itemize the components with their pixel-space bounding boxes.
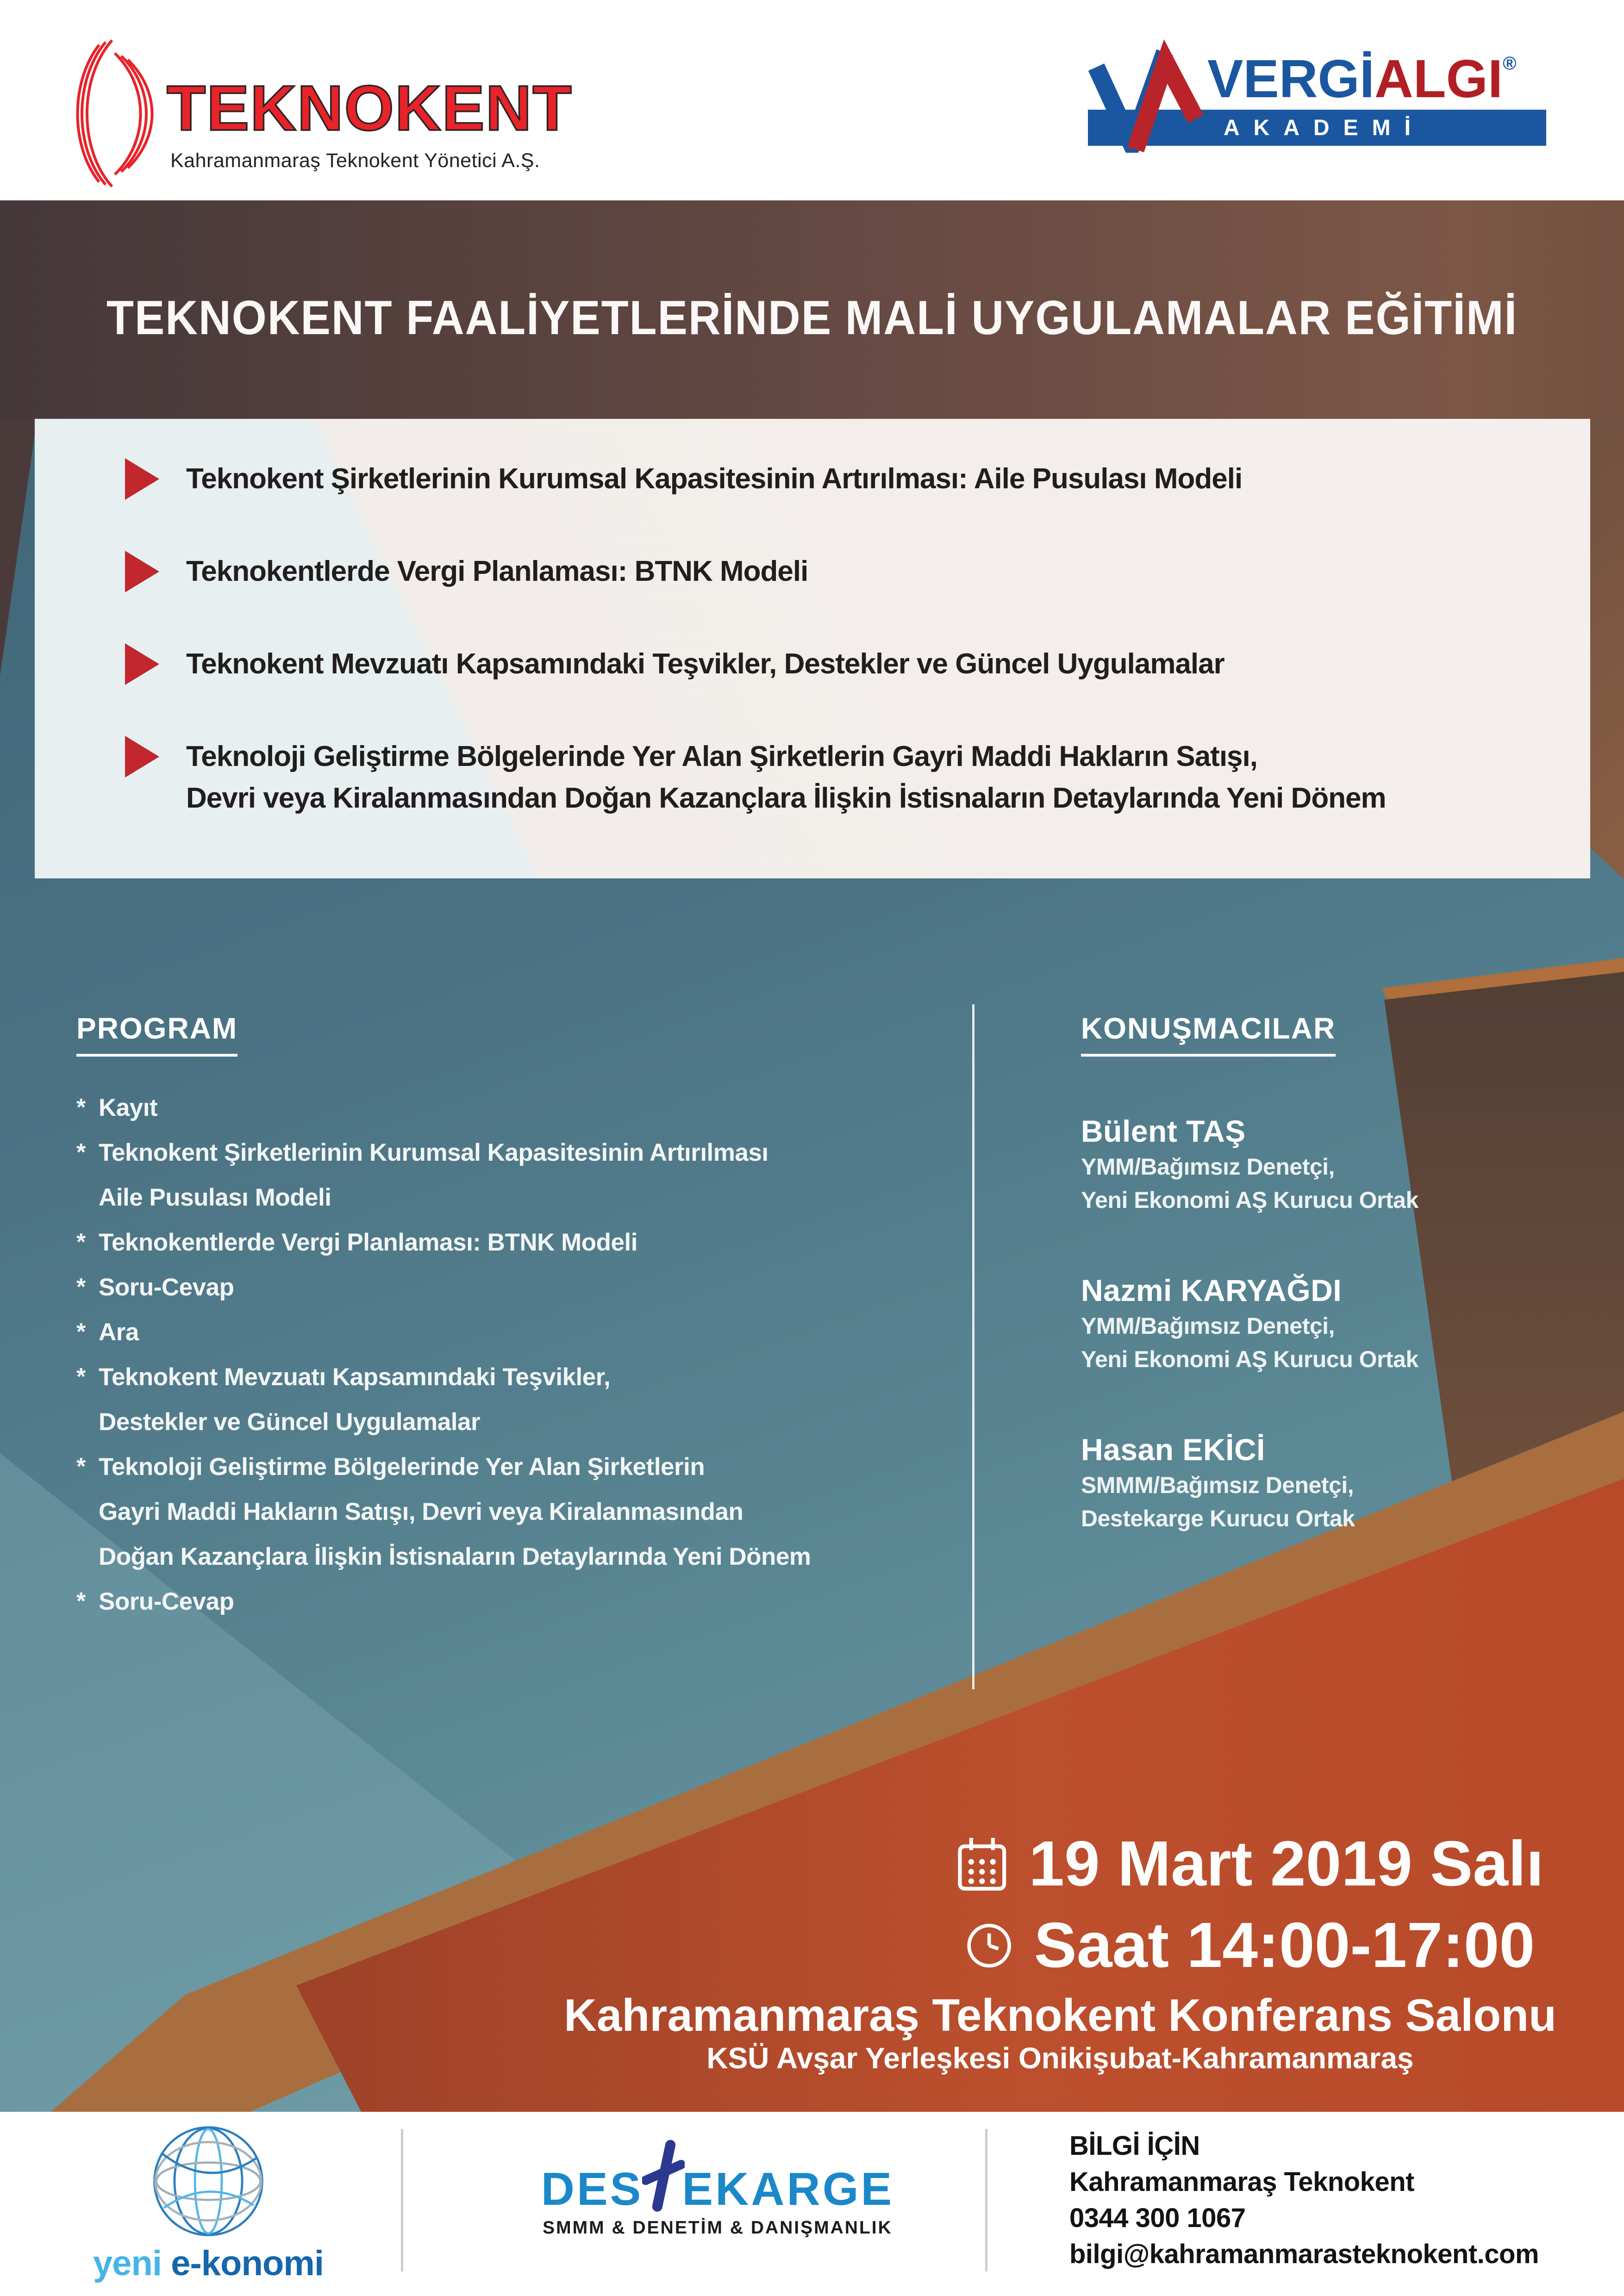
program-item: Doğan Kazançlara İlişkin İstisnaların Detaylarında Yeni Dönem	[99, 1543, 811, 1570]
destekarge-subtitle: SMMM & DENETİM & DANIŞMANLIK	[543, 2218, 893, 2238]
topic-row: Teknoloji Geliştirme Bölgelerinde Yer Alan Şirketlerin Gayri Maddi Hakların Satışı, Devri veya Kiralanmasından Doğan Kazançlara İlişkin İstisnaların Detaylarında Yeni Dönem	[125, 736, 1549, 819]
teknokent-logo-name: TEKNOKENT	[167, 73, 573, 144]
program-list	[76, 1085, 947, 1624]
arrow-right-icon	[125, 643, 159, 685]
program-heading: PROGRAM	[76, 1011, 237, 1057]
program-item: Aile Pusulası Modeli	[99, 1184, 331, 1211]
contact-heading: BİLGİ İÇİN	[1069, 2131, 1200, 2161]
speaker-title: Yeni Ekonomi AŞ Kurucu Ortak	[1081, 1187, 1418, 1213]
arrow-right-icon	[125, 551, 159, 592]
program-item: Destekler ve Güncel Uygulamalar	[99, 1408, 481, 1436]
vergialgi-checkmark-icon	[1088, 39, 1204, 153]
program-item: * Teknokent Şirketlerinin Kurumsal Kapasitesinin Artırılması	[76, 1139, 768, 1166]
speaker-name: Nazmi KARYAĞDI	[1081, 1273, 1342, 1307]
contact-info	[1069, 2128, 1616, 2272]
program-item: * Teknokentlerde Vergi Planlaması: BTNK Modeli	[76, 1229, 637, 1256]
destekarge-wordmark-right: EKARGE	[682, 2163, 894, 2215]
speaker-name: Bülent TAŞ	[1081, 1114, 1246, 1148]
event-time-row	[965, 1909, 1535, 1982]
topic-text: Teknokent Mevzuatı Kapsamındaki Teşvikler, Destekler ve Güncel Uygulamalar	[186, 648, 1224, 680]
event-date-row	[956, 1827, 1543, 1901]
program-item: * Teknokent Mevzuatı Kapsamındaki Teşvikler,	[76, 1363, 611, 1391]
calendar-icon	[956, 1836, 1008, 1893]
topics-panel	[35, 419, 1590, 878]
speaker-title: Destekarge Kurucu Ortak	[1081, 1506, 1355, 1531]
event-venue-detail: KSÜ Avşar Yerleşkesi Onikişubat-Kahramanmaraş	[706, 2041, 1414, 2075]
contact-phone: 0344 300 1067	[1069, 2203, 1246, 2233]
globe-network-icon	[150, 2123, 266, 2239]
topic-row	[125, 643, 1549, 685]
program-item: Gayri Maddi Hakların Satışı, Devri veya Kiralanmasından	[99, 1498, 743, 1525]
event-date: 19 Mart 2019 Salı	[1029, 1828, 1544, 1899]
program-item: * Soru-Cevap	[76, 1274, 234, 1301]
vergialgi-word-blue: VERGİ	[1207, 49, 1374, 109]
contact-email: bilgi@kahramanmarasteknokent.com	[1069, 2239, 1539, 2269]
arrow-right-icon	[125, 458, 159, 500]
yeni-ekonomi-logo	[79, 2123, 338, 2284]
program-item: * Kayıt	[76, 1094, 158, 1121]
vergialgi-wordmark	[1207, 48, 1517, 110]
arrow-right-icon	[125, 736, 159, 778]
speakers-heading: KONUŞMACILAR	[1081, 1011, 1336, 1057]
vergialgi-word-red: ALGI	[1374, 49, 1503, 109]
speaker-title: Yeni Ekonomi AŞ Kurucu Ortak	[1081, 1346, 1418, 1372]
teknokent-logo-subtitle: Kahramanmaraş Teknokent Yönetici A.Ş.	[170, 149, 540, 172]
speaker	[1081, 1271, 1624, 1376]
page-title: TEKNOKENT FAALİYETLERİNDE MALİ UYGULAMALAR EĞİTİMİ	[106, 291, 1518, 345]
column-divider	[972, 1004, 974, 1689]
topic-text: Teknokent Şirketlerinin Kurumsal Kapasitesinin Artırılması: Aile Pusulası Modeli	[186, 463, 1243, 495]
speaker	[1081, 1431, 1624, 1535]
speaker-title: YMM/Bağımsız Denetçi,	[1081, 1313, 1335, 1339]
event-venue: Kahramanmaraş Teknokent Konferans Salonu	[564, 1990, 1556, 2041]
yeni-ekonomi-wordmark: yeni e-konomi	[93, 2244, 324, 2283]
teknokent-logo-icon	[69, 39, 162, 187]
destekarge-cross-icon	[642, 2139, 685, 2212]
topic-row	[125, 551, 1549, 592]
topic-text: Teknoloji Geliştirme Bölgelerinde Yer Alan Şirketlerin Gayri Maddi Hakların Satışı,	[186, 740, 1257, 772]
registered-mark: ®	[1503, 53, 1517, 74]
program-item: * Ara	[76, 1319, 139, 1346]
speaker-title: YMM/Bağımsız Denetçi,	[1081, 1154, 1335, 1180]
program-item: * Teknoloji Geliştirme Bölgelerinde Yer Alan Şirketlerin	[76, 1453, 705, 1481]
contact-org: Kahramanmaraş Teknokent	[1069, 2167, 1414, 2197]
vergialgi-akademi-label: AKADEMİ	[1224, 115, 1424, 140]
program-section	[76, 1011, 947, 1624]
footer-divider	[401, 2129, 403, 2271]
destekarge-wordmark-left: DES	[541, 2163, 643, 2215]
speaker-title: SMMM/Bağımsız Denetçi,	[1081, 1472, 1354, 1498]
program-item: * Soru-Cevap	[76, 1588, 234, 1615]
clock-icon	[965, 1922, 1013, 1970]
teknokent-logo	[69, 35, 602, 197]
footer-divider	[985, 2129, 987, 2271]
vergialgi-logo	[1088, 39, 1551, 155]
event-time: Saat 14:00-17:00	[1034, 1910, 1535, 1981]
speakers-list	[1081, 1112, 1624, 1535]
speakers-section	[1081, 1011, 1624, 1590]
speaker	[1081, 1112, 1624, 1217]
destekarge-logo	[491, 2139, 944, 2238]
speaker-name: Hasan EKİCİ	[1081, 1432, 1265, 1467]
topic-text: Teknokentlerde Vergi Planlaması: BTNK Modeli	[186, 555, 808, 587]
topic-row	[125, 458, 1549, 500]
